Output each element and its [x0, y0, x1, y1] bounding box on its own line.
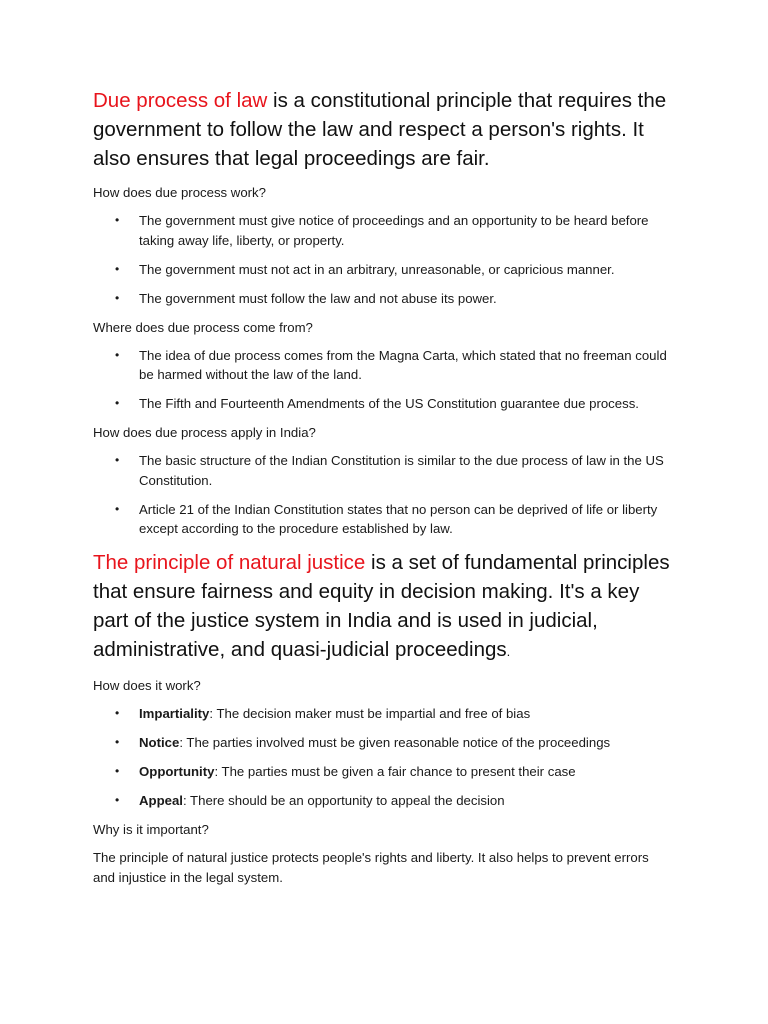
question-how-it-works: How does it work? [93, 678, 201, 693]
list-item [93, 260, 673, 280]
bullet-icon: • [115, 793, 120, 807]
lead-paragraph-natural-justice [93, 548, 673, 666]
term-label: Notice [139, 735, 180, 750]
bullet-list-principles [93, 704, 673, 811]
bullet-icon: • [115, 706, 120, 720]
question-where-due-process-from: Where does due process come from? [93, 319, 313, 335]
list-item-text: The Fifth and Fourteenth Amendments of the US Constitution guarantee due process. [139, 396, 639, 411]
bullet-icon: • [115, 396, 120, 410]
bullet-list-how-works [93, 211, 673, 308]
lead-paragraph-due-process [93, 86, 673, 173]
list-item-text: The government must give notice of proceedings and an opportunity to be heard before taking away life, liberty, or property. [139, 213, 649, 248]
bullet-icon: • [115, 213, 120, 227]
term-label: Impartiality [139, 706, 210, 721]
term-label: Appeal [139, 793, 183, 808]
document-page [93, 86, 673, 887]
highlight-natural-justice: The principle of natural justice [93, 551, 366, 574]
list-item [93, 394, 673, 414]
term-description: : There should be an opportunity to appeal the decision [182, 793, 505, 808]
highlight-due-process: Due process of law [93, 89, 268, 112]
bullet-icon: • [115, 261, 120, 276]
term-description: : The parties must be given a fair chance to present their case [214, 764, 576, 779]
closing-paragraph: The principle of natural justice protects people's rights and liberty. It also helps to prevent errors and injustice in the legal system. [93, 850, 649, 885]
bullet-icon: • [115, 453, 120, 467]
lead-end-period: . [506, 644, 511, 659]
question-how-due-process-works: How does due process work? [93, 185, 266, 200]
question-why-important: Why is it important? [93, 822, 209, 837]
list-item [93, 346, 673, 385]
list-item [93, 500, 673, 539]
list-item [93, 733, 673, 753]
list-item-text: The idea of due process comes from the Magna Carta, which stated that no freeman could be harmed without the law of the land. [139, 347, 667, 382]
list-item-text: The government must follow the law and not abuse its power. [139, 290, 497, 306]
lead-text-natural-justice: is a set of fundamental principles that ensure fairness and equity in decision making. It's a key part of the justice system in India and is used in judicial, administrative, and quasi-judicial proceedings [93, 551, 670, 661]
list-item [93, 762, 673, 782]
bullet-icon: • [115, 501, 120, 516]
term-label: Opportunity [139, 764, 215, 779]
lead-text-due-process: is a constitutional principle that requires the government to follow the law and respect a person's rights. It also ensures that legal proceedings are fair. [93, 89, 667, 170]
list-item [93, 704, 673, 724]
list-item-text: Article 21 of the Indian Constitution states that no person can be deprived of life or liberty except according to the procedure established by law. [139, 501, 658, 536]
list-item-text: The basic structure of the Indian Constitution is similar to the due process of law in the US Constitution. [139, 453, 664, 488]
list-item [93, 211, 673, 250]
bullet-list-origin [93, 346, 673, 414]
bullet-icon: • [115, 290, 120, 305]
bullet-icon: • [115, 764, 120, 778]
list-item [93, 451, 673, 490]
list-item [93, 791, 673, 811]
bullet-icon: • [115, 347, 120, 362]
question-due-process-india: How does due process apply in India? [93, 425, 316, 440]
bullet-icon: • [115, 735, 120, 749]
term-description: : The parties involved must be given reasonable notice of the proceedings [179, 735, 611, 750]
term-description: : The decision maker must be impartial and free of bias [209, 706, 531, 721]
bullet-list-india [93, 451, 673, 539]
list-item-text: The government must not act in an arbitrary, unreasonable, or capricious manner. [139, 261, 615, 277]
list-item [93, 289, 673, 309]
